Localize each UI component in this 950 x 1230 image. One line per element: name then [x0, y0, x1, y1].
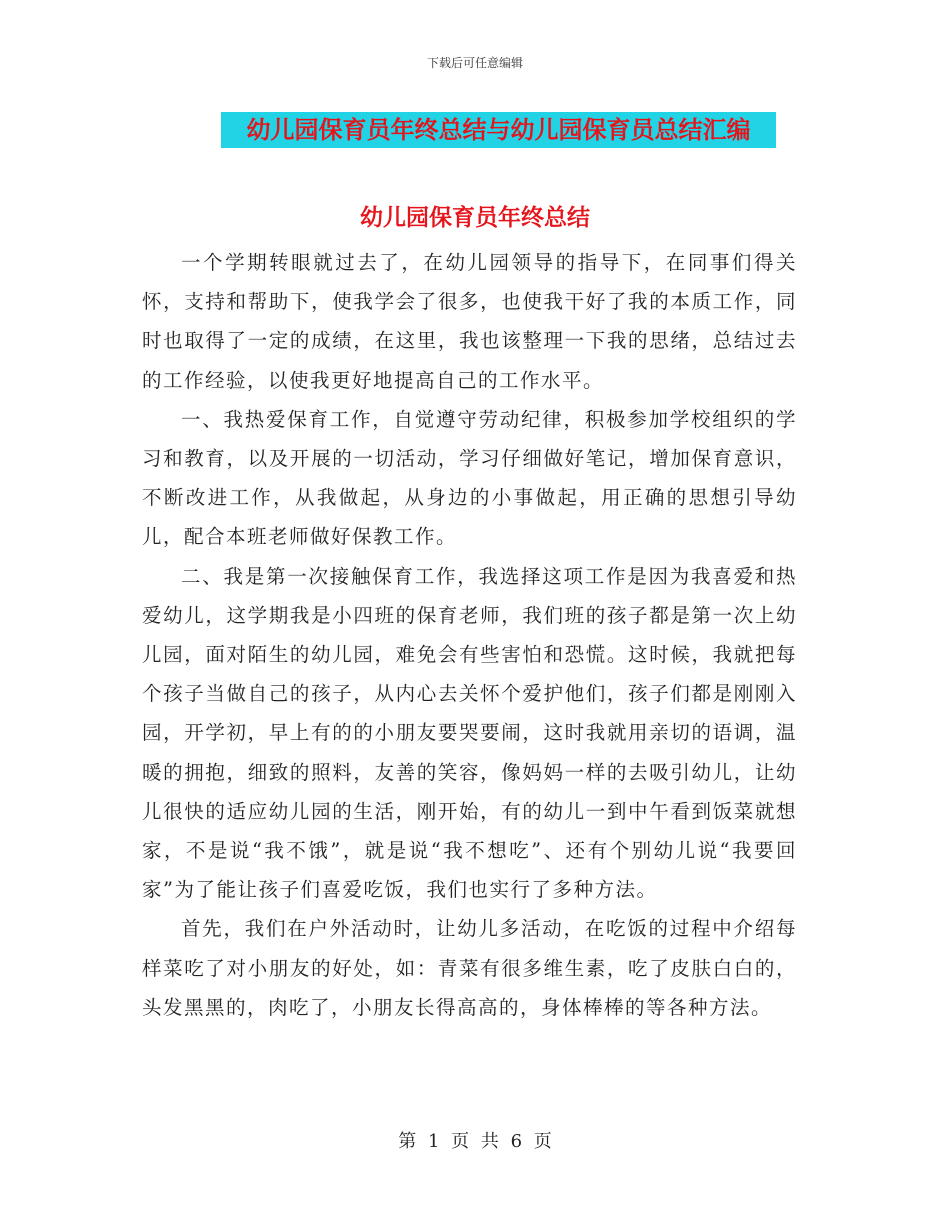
header-note: 下载后可任意编辑	[426, 56, 523, 70]
document-title: 幼儿园保育员年终总结与幼儿园保育员总结汇编	[221, 112, 776, 148]
page-number: 第 1 页 共 6 页	[398, 1131, 552, 1152]
paragraph-point-one: 一、我热爱保育工作，自觉遵守劳动纪律，积极参加学校组织的学习和教育，以及开展的一切活动，学习仔细做好笔记，增加保育意识，不断改进工作，从我做起，从身边的小事做起，用正确的思想引导幼儿，配合本班老师做好保教工作。	[142, 407, 797, 549]
paragraph-first-method: 首先，我们在户外活动时，让幼儿多活动，在吃饭的过程中介绍每样菜吃了对小朋友的好处，如：青菜有很多维生素，吃了皮肤白白的，头发黑黑的，肉吃了，小朋友长得高高的，身体棒棒的等各种方法。	[142, 917, 797, 1019]
paragraph-intro: 一个学期转眼就过去了，在幼儿园领导的指导下，在同事们得关怀，支持和帮助下，使我学会了很多，也使我干好了我的本质工作，同时也取得了一定的成绩，在这里，我也该整理一下我的思绪，总结过去的工作经验，以使我更好地提高自己的工作水平。	[142, 251, 797, 392]
section-title: 幼儿园保育员年终总结	[360, 204, 590, 231]
paragraph-point-two: 二、我是第一次接触保育工作，我选择这项工作是因为我喜爱和热爱幼儿，这学期我是小四班的保育老师，我们班的孩子都是第一次上幼儿园，面对陌生的幼儿园，难免会有些害怕和恐慌。这时候，我就把每个孩子当做自己的孩子，从内心去关怀个爱护他们，孩子们都是刚刚入园，开学初，早上有的的小朋友要哭要闹，这时我就用亲切的语调，温暖的拥抱，细致的照料，友善的笑容，像妈妈一样的去吸引幼儿，让幼儿很快的适应幼儿园的生活，刚开始，有的幼儿一到中午看到饭菜就想家，不是说“我不饿”，就是说“我不想吃”、还有个别幼儿说“我要回家”为了能让孩子们喜爱吃饭，我们也实行了多种方法。	[142, 564, 797, 902]
body-text	[142, 243, 797, 1027]
